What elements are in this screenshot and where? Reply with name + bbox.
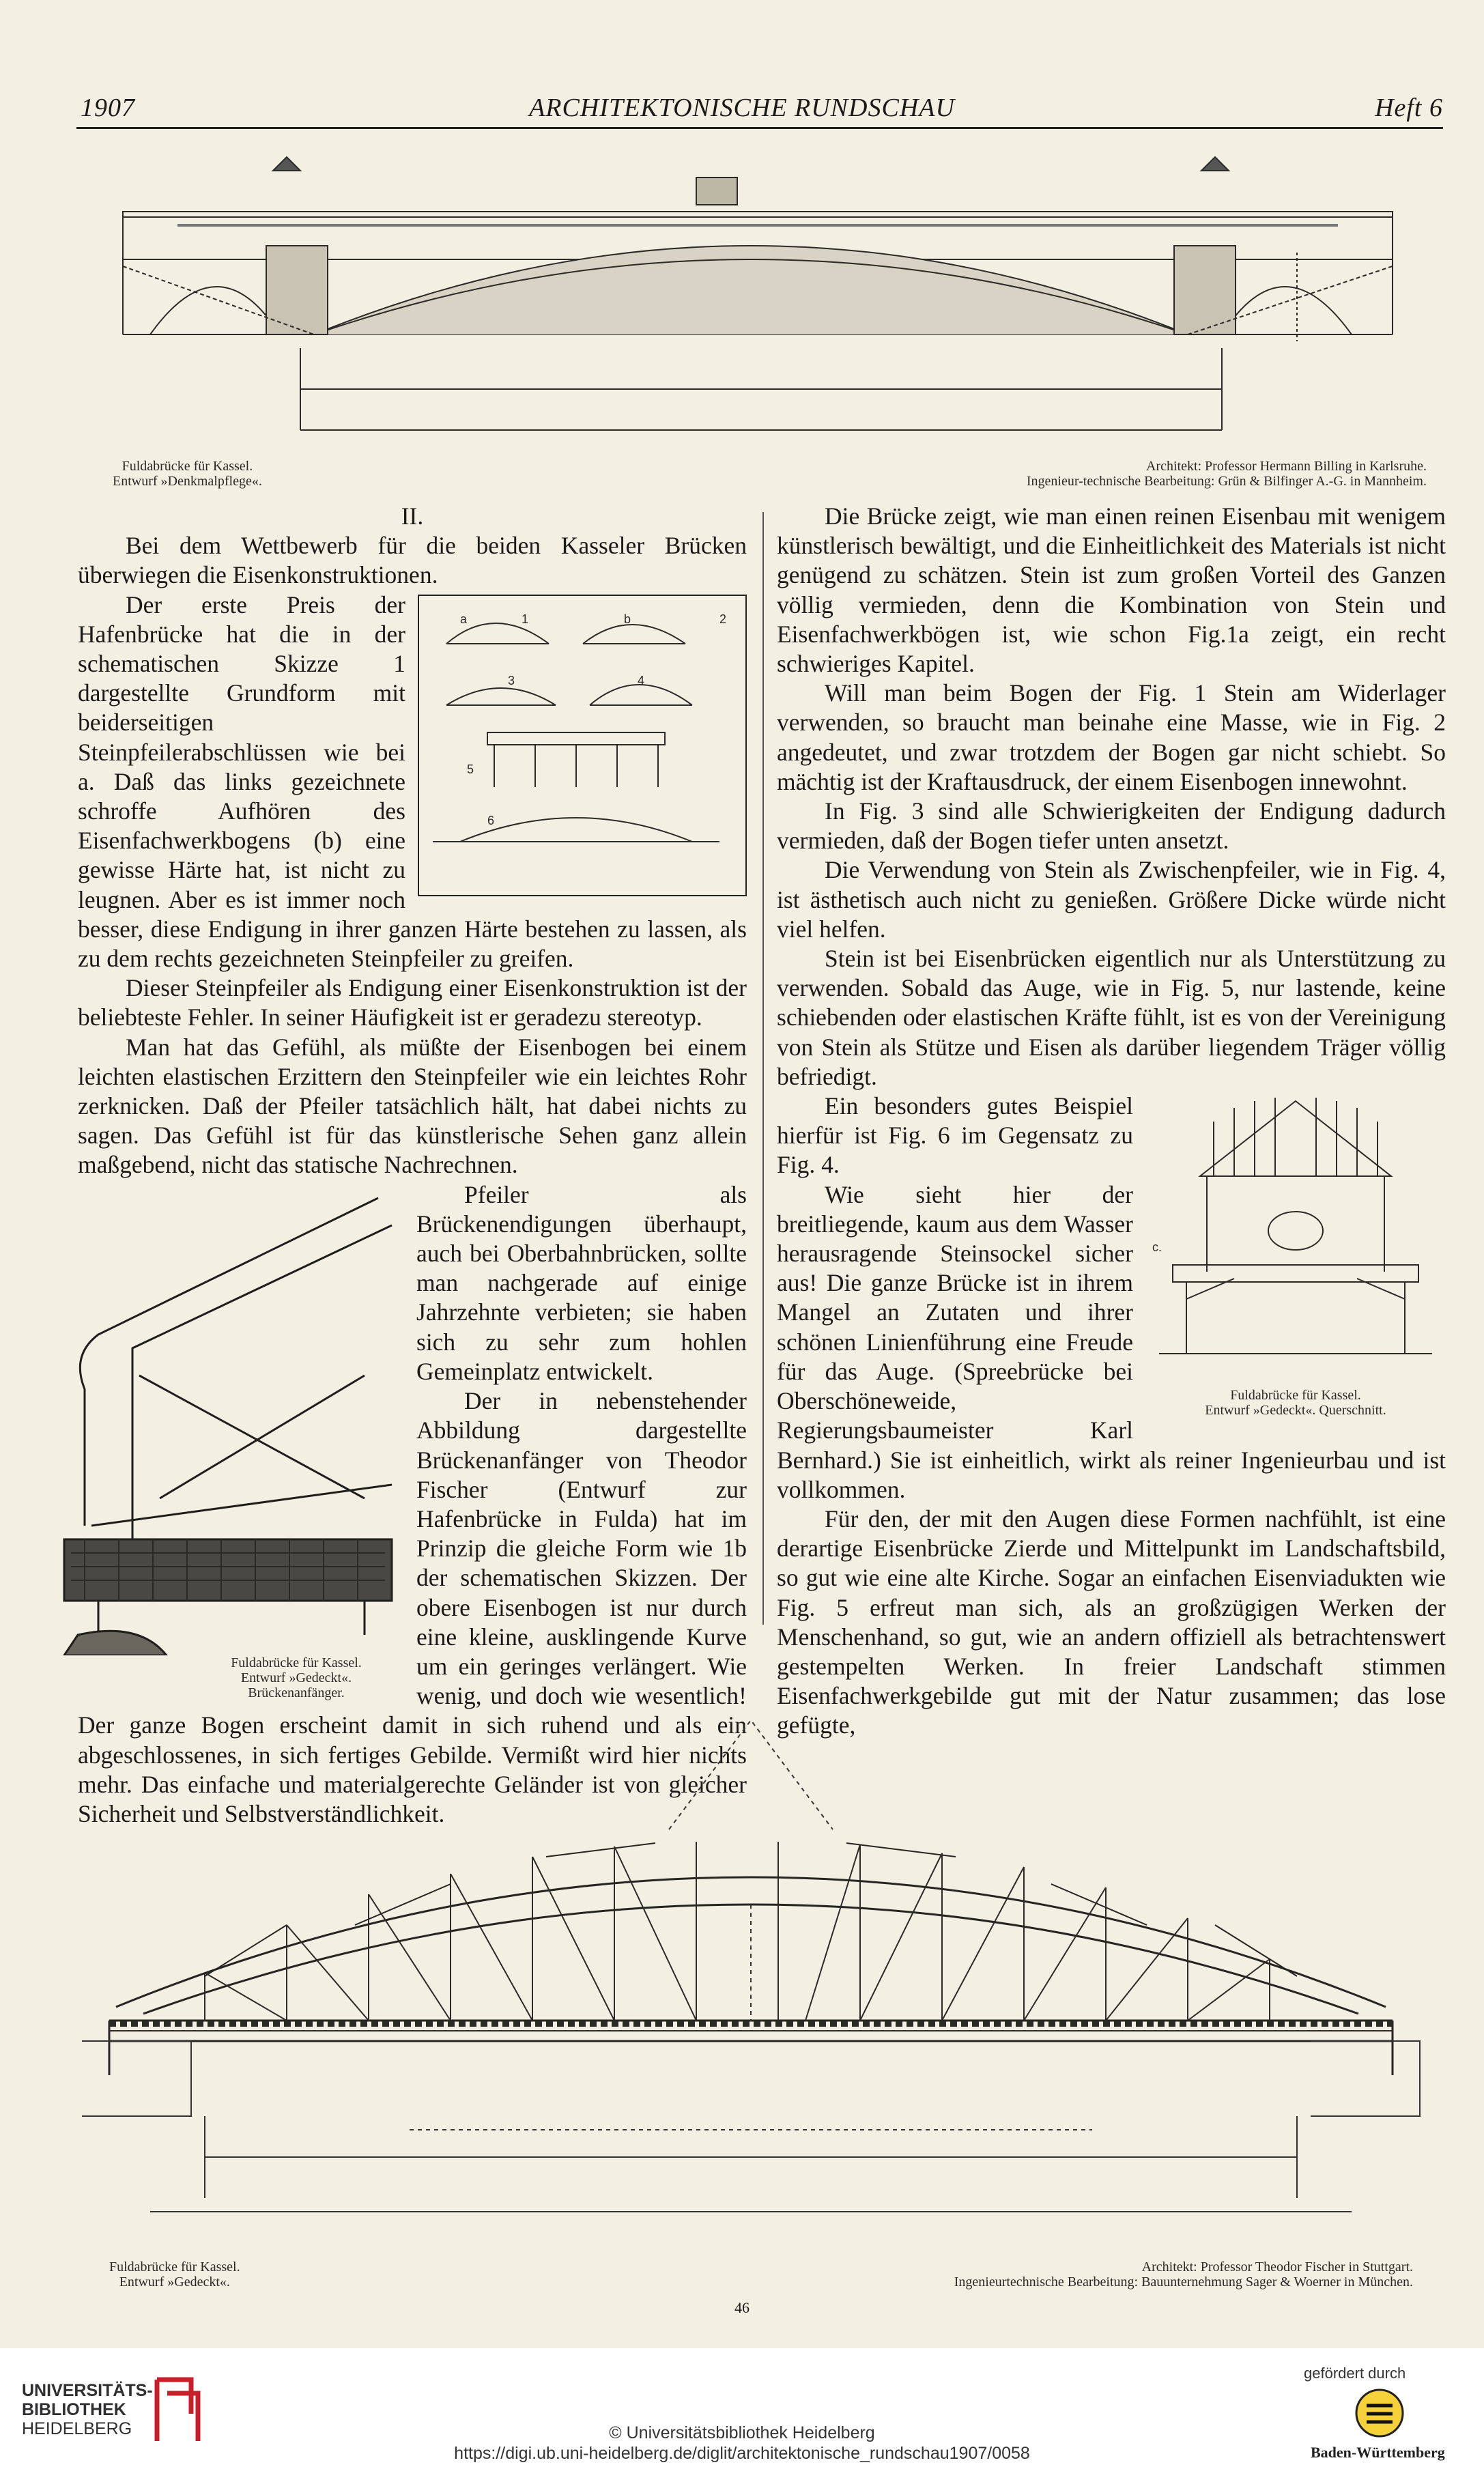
caption-line: Ingenieurtechnische Bearbeitung: Bauunternehmung Sager & Woerner in München.	[954, 2275, 1413, 2290]
paragraph: Pfeiler als Brückenendigungen überhaupt, auch bei Oberbahnbrücken, sollte man nachgerade auf einige Jahrzehnte verbieten; sie haben sich zu sehr zum hohlen Gemeinplatz entwickelt.	[416, 1180, 747, 1385]
bottom-fig-caption-right	[785, 2259, 1413, 2290]
caption-line: Fuldabrücke für Kassel.	[122, 459, 253, 474]
library-name-line: HEIDELBERG	[22, 2419, 132, 2438]
caption-line: Ingenieur-technische Bearbeitung: Grün & Bilfinger A.-G. in Mannheim.	[1026, 474, 1427, 489]
caption-line: Entwurf »Denkmalpflege«.	[113, 474, 262, 489]
copyright: © Universitätsbibliothek Heidelberg	[609, 2423, 875, 2442]
caption-line: Entwurf »Gedeckt«. Querschnitt.	[1205, 1403, 1386, 1418]
sketch-label: b	[624, 612, 631, 626]
caption-line: Fuldabrücke für Kassel.	[1230, 1388, 1361, 1403]
abutment-drawing	[37, 1184, 405, 1655]
cross-section-caption	[1145, 1388, 1446, 1418]
figure-truss-arch-bridge	[68, 1720, 1433, 2253]
header-year: 1907	[81, 94, 135, 122]
paragraph: Will man beim Bogen der Fig. 1 Stein am Widerlager verwenden, so braucht man beinahe eine Masse, wie in Fig. 2 angedeutet, und zwar trotzdem der Bogen gar nicht schiebt. So mächtig ist der Kraftausdruck, der einem Eisenbogen innewohnt.	[777, 679, 1446, 795]
paragraph: Die Verwendung von Stein als Zwischenpfeiler, wie in Fig. 4, ist ästhetisch auch nicht zu genießen. Größere Dicke würde nicht viel helfen.	[777, 856, 1446, 943]
sketch-label: 2	[719, 612, 727, 626]
column-divider	[762, 512, 764, 1625]
sketch-label: a	[460, 612, 468, 626]
bottom-fig-caption-left	[109, 2259, 240, 2290]
caption-line: Brückenanfänger.	[248, 1685, 345, 1700]
caption-line: Fuldabrücke für Kassel.	[109, 2259, 240, 2275]
source-url[interactable]: https://digi.ub.uni-heidelberg.de/diglit/architektonische_rundschau1907/0058	[454, 2444, 1030, 2463]
sketch-label: 3	[508, 673, 515, 687]
library-name-line: UNIVERSITÄTS-	[22, 2381, 153, 2400]
coat-of-arms-icon	[1354, 2388, 1405, 2438]
header-rule	[76, 127, 1443, 129]
sketch-label: 4	[638, 673, 645, 687]
paragraph: Für den, der mit den Augen diese Formen nachfühlt, ist eine derartige Eisenbrücke Zierde und Mittelpunkt im Landschaftsbild, so gut wie eine alte Kirche. Sogar an einfachen Eisenviadukten wie Fig. 5 erfreut man sich, als an großzügigen Werken der Menschenhand, so gut, wie an andern offiziell als betrachtenswert gestempelten Werken. In freier Landschaft stimmen Eisenfachwerkgebilde gut mit der Natur zusammen; das lose gefügte,	[777, 1505, 1446, 1739]
caption-line: Fuldabrücke für Kassel.	[231, 1655, 362, 1670]
funded-by-label: gefördert durch	[1304, 2365, 1406, 2382]
paragraph: Der in nebenstehender Abbildung dargestellte Brückenanfänger von Theodor Fischer (Entwurf zur Hafenbrücke in Fulda) hat im Prinzip die gleiche Form wie 1b der schematischen Skizzen. Der obere Eisenbogen ist nur durch eine kleine, ausklingende Kurve um ein geringes verlängert. Wie wenig, und doch wie wesentlich! Der ganze Bogen erscheint damit in sich ruhend und als ein abgeschlossenes, in sich fertiges Gebilde. Vermißt wird hier nichts mehr. Das einfache und materialgerechte Geländer ist von gleicher Sicherheit und Selbstverständlichkeit.	[78, 1387, 747, 1827]
figure-bridge-abutment	[37, 1184, 405, 1700]
left-column	[78, 502, 747, 1829]
paragraph: Man hat das Gefühl, als müßte der Eisenbogen bei einem leichten elastischen Erzittern den Steinpfeiler wie ein leichtes Rohr zerknicken. Daß der Pfeiler tatsächlich hält, hat dabei nichts zu sagen. Das Gefühl ist für das künstlerische Sehen ganz allein maßgebend, nicht das statische Nachrechnen.	[78, 1033, 747, 1179]
paragraph: In Fig. 3 sind alle Schwierigkeiten der Endigung dadurch vermieden, daß der Bogen tiefer unten ansetzt.	[777, 797, 1446, 855]
header-title: ARCHITEKTONISCHE RUNDSCHAU	[529, 94, 955, 122]
paragraph: Der erste Preis der Hafenbrücke hat die in der schematischen Skizze 1 dargestellte Grundform mit beiderseitigen Steinpfeilerabschlüssen wie bei a. Daß das links gezeichnete schroffe Aufhören des Eisenfachwerkbogens (b) eine gewisse Härte hat, ist nicht zu leugnen. Aber es ist immer noch besser, diese Endigung in ihrer ganzen Härte bestehen zu lassen, als zu dem rechts gezeichneten Steinpfeiler zu greifen.	[78, 590, 747, 973]
section-heading: II.	[401, 502, 424, 530]
caption-line: Architekt: Professor Hermann Billing in Karlsruhe.	[1145, 459, 1427, 474]
sketch-label: 1	[522, 612, 529, 626]
caption-line: Architekt: Professor Theodor Fischer in Stuttgart.	[1141, 2259, 1413, 2275]
paragraph: Wie sieht hier der breitliegende, kaum aus dem Wasser herausragende Steinsockel sicher aus! Die ganze Brücke ist in ihrem Mangel an Zutaten und ihrer schönen Linienführung eine Freude für das Auge. (Spreebrücke bei Oberschöneweide, Regierungsbaumeister Karl Bernhard.) Sie ist einheitlich, wirkt als reiner Ingenieurbau und ist vollkommen.	[777, 1180, 1446, 1503]
figure-stone-arch-bridge	[109, 143, 1447, 444]
figure-cross-section	[1145, 1094, 1446, 1418]
header-issue: Heft 6	[1375, 94, 1443, 122]
paragraph: Bei dem Wettbewerb für die beiden Kasseler Brücken überwiegen die Eisenkonstruktionen.	[78, 532, 747, 589]
top-fig-caption-right	[881, 459, 1427, 489]
abutment-caption	[187, 1655, 405, 1700]
paragraph: Dieser Steinpfeiler als Endigung einer Eisenkonstruktion ist der beliebteste Fehler. In seiner Häufigkeit ist er geradezu stereotyp.	[78, 974, 747, 1031]
sketch-label: 5	[467, 762, 474, 776]
svg-text:c.: c.	[1152, 1240, 1162, 1255]
caption-line: Entwurf »Gedeckt«.	[119, 2275, 230, 2290]
top-fig-caption-left	[113, 459, 262, 489]
cross-section-drawing	[1145, 1094, 1446, 1381]
figure-schematic-sketches	[418, 595, 747, 896]
right-column	[777, 502, 1446, 1741]
sketch-label: 6	[487, 813, 495, 827]
library-name-line: BIBLIOTHEK	[22, 2400, 126, 2419]
paragraph: Stein ist bei Eisenbrücken eigentlich nur als Unterstützung zu verwenden. Sobald das Auge, wie in Fig. 5, nur lastende, keine schiebenden oder elastischen Kräfte fühlt, ist es von der Vereinigung von Stein als Stütze und Eisen als darüber liegendem Träger völlig befriedigt.	[777, 945, 1446, 1090]
page-number: 46	[734, 2299, 750, 2316]
caption-line: Entwurf »Gedeckt«.	[240, 1670, 352, 1685]
funder-name: Baden-Württemberg	[1311, 2444, 1445, 2461]
paragraph: Die Brücke zeigt, wie man einen reinen Eisenbau mit wenigem künstlerisch bewältigt, und die Einheitlichkeit des Materials ist nicht genügend zu schätzen. Stein ist zum großen Vorteil des Ganzen völlig vermieden, denn die Kombination von Stein und Eisenfachwerkbögen ist, wie schon Fig.1a zeigt, ein recht schwieriges Kapitel.	[777, 502, 1446, 678]
paragraph: Ein besonders gutes Beispiel hierfür ist Fig. 6 im Gegensatz zu Fig. 4.	[777, 1092, 1133, 1179]
